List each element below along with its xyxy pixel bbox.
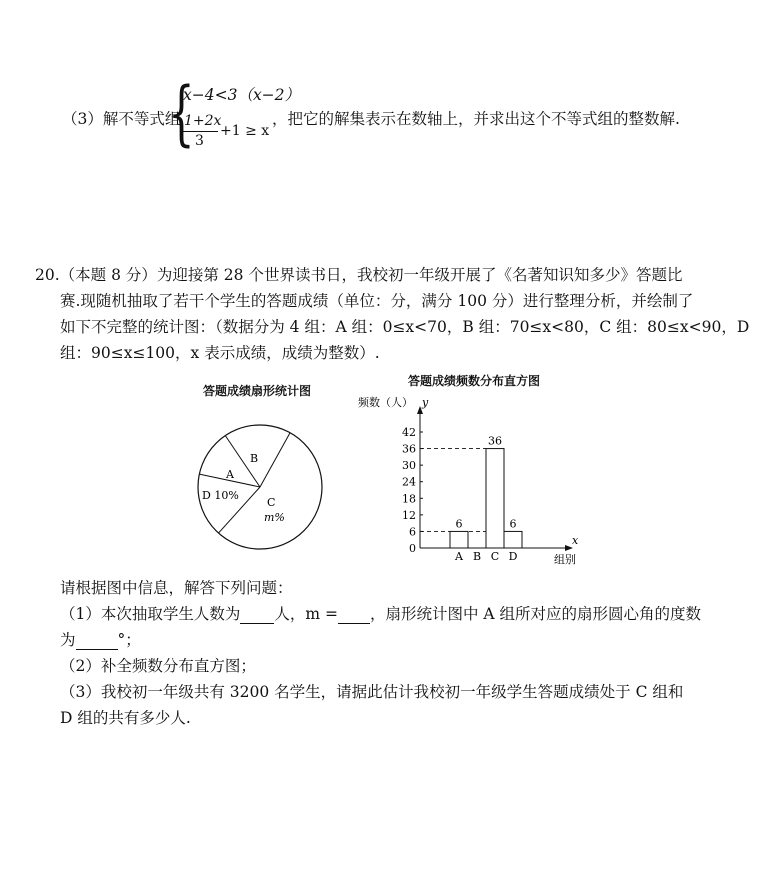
histogram bbox=[340, 390, 600, 575]
q20-sub1 bbox=[60, 604, 701, 624]
y-tick-label: 0 bbox=[409, 542, 416, 555]
x-axis-var: x bbox=[572, 534, 579, 547]
bar-d bbox=[504, 531, 522, 548]
inequality-2-tail: +1 ≥ x bbox=[220, 123, 270, 139]
answer-blank-angle[interactable] bbox=[76, 633, 118, 650]
q20-sub2: （2）补全频数分布直方图； bbox=[60, 657, 256, 675]
category-label-a: A bbox=[455, 550, 463, 563]
q20-sub1-e: °； bbox=[117, 631, 141, 649]
pie-label-c-value: m% bbox=[264, 511, 285, 524]
bar-label-c: 36 bbox=[488, 434, 502, 448]
pie-label-a: A bbox=[226, 468, 234, 481]
y-axis-label: 频数（人） bbox=[358, 396, 413, 409]
category-label-b: B bbox=[472, 550, 482, 563]
q20-sub1-c: ，扇形统计图中 A 组所对应的扇形圆心角的度数 bbox=[370, 605, 702, 623]
q20-sub1-cont bbox=[60, 630, 141, 650]
y-tick-label: 6 bbox=[409, 525, 416, 539]
q20-sub1-d: 为 bbox=[60, 631, 76, 649]
q20-sub1-b: 人，m = bbox=[274, 605, 338, 623]
q20-sub3-line2: D 组的共有多少人. bbox=[60, 709, 191, 727]
y-tick-label: 12 bbox=[402, 508, 416, 522]
inequality-1: x−4<3（x−2） bbox=[183, 86, 301, 104]
pie-chart bbox=[190, 420, 330, 555]
y-tick-label: 30 bbox=[402, 459, 416, 473]
q20-intro: 请根据图中信息，解答下列问题： bbox=[60, 579, 293, 597]
pie-label-b: B bbox=[250, 452, 259, 465]
q20-sub3-line1: （3）我校初一年级共有 3200 名学生，请据此估计我校初一年级学生答题成绩处于 C 组和 bbox=[60, 683, 684, 701]
y-tick-label: 18 bbox=[402, 492, 416, 506]
y-tick-label: 42 bbox=[402, 426, 416, 439]
category-label-c: C bbox=[490, 550, 500, 563]
bar-c bbox=[486, 449, 504, 548]
fraction-bar bbox=[182, 131, 218, 132]
q20-line-3: 如下不完整的统计图：（数据分为 4 组：A 组：0≤x<70，B 组：70≤x<80，C 组：80≤x<90，D bbox=[60, 318, 750, 336]
bar-label-d: 6 bbox=[509, 517, 517, 531]
bar-label-a: 6 bbox=[455, 517, 463, 531]
answer-blank-m[interactable] bbox=[338, 607, 370, 624]
q20-line-4: 组：90≤x≤100，x 表示成绩，成绩为整数）. bbox=[60, 344, 380, 362]
pie-label-c: C bbox=[267, 496, 276, 509]
answer-blank-count[interactable] bbox=[240, 607, 274, 624]
q20-line-2: 赛.现随机抽取了若干个学生的答题成绩（单位：分，满分 100 分）进行整理分析，并绘制了 bbox=[60, 292, 694, 310]
histogram-title: 答题成绩频数分布直方图 bbox=[408, 374, 541, 388]
pie-label-d: D 10% bbox=[202, 489, 239, 502]
q19-3-suffix: ，把它的解集表示在数轴上，并求出这个不等式组的整数解. bbox=[272, 110, 680, 128]
fraction-numerator: 1+2x bbox=[184, 113, 222, 129]
x-axis-label: 组别 bbox=[554, 553, 576, 566]
q19-3-prefix: （3）解不等式组 bbox=[62, 110, 181, 128]
q20-sub1-a: （1）本次抽取学生人数为 bbox=[60, 605, 241, 623]
bar-a bbox=[450, 531, 468, 548]
fraction-denominator: 3 bbox=[195, 133, 204, 149]
q20-line-1: 20.（本题 8 分）为迎接第 28 个世界读书日，我校初一年级开展了《名著知识知多少》答题比 bbox=[35, 266, 683, 284]
category-label-d: D bbox=[508, 550, 518, 563]
pie-chart-title: 答题成绩扇形统计图 bbox=[203, 384, 312, 398]
left-brace: { bbox=[168, 72, 195, 154]
y-tick-label: 24 bbox=[402, 475, 416, 489]
pie-boundary-b-c bbox=[260, 433, 290, 487]
y-axis-var: y bbox=[422, 396, 429, 409]
y-tick-label: 36 bbox=[402, 442, 416, 456]
